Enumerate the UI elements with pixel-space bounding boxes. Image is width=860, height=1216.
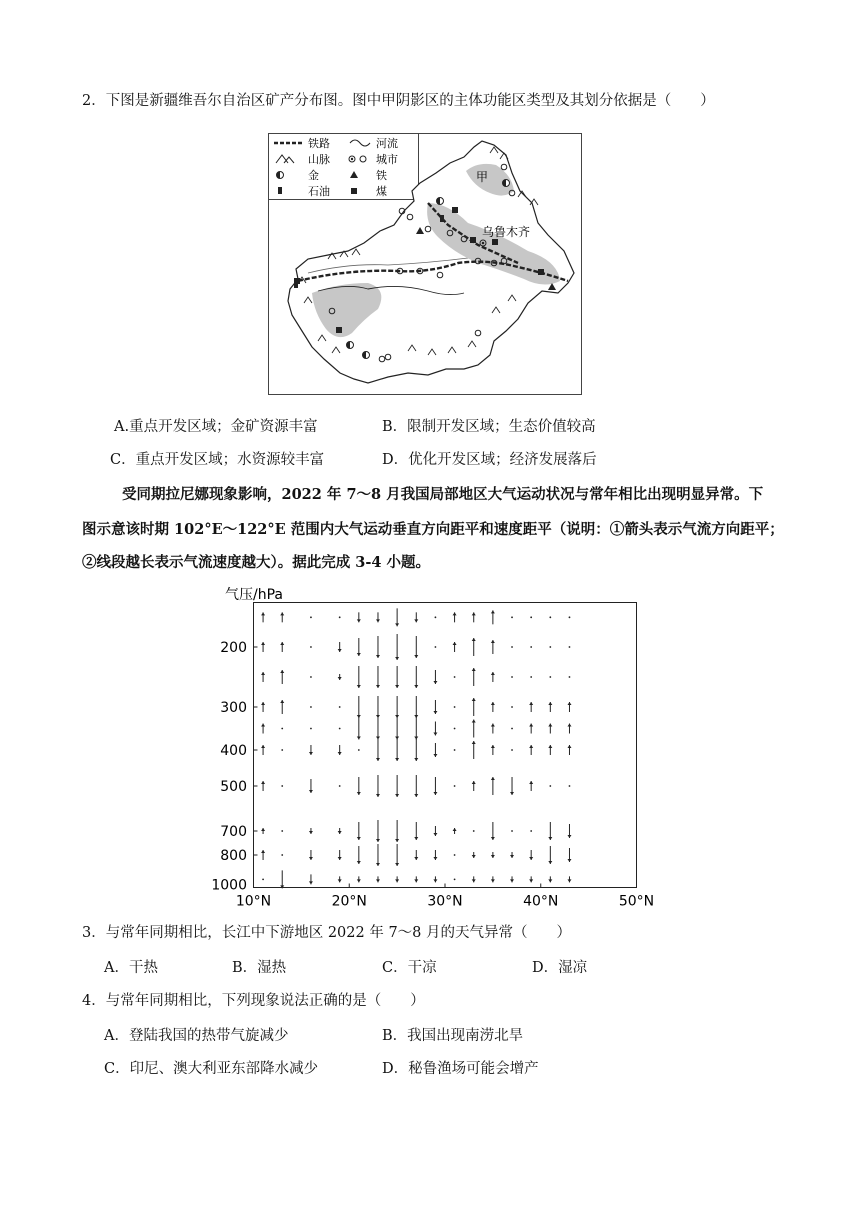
vector-arrow [511,706,513,708]
vector-arrow [511,616,513,618]
vector-arrow [310,676,312,678]
q3-option-c[interactable]: C．干凉 [382,960,437,976]
vector-arrow [511,830,513,832]
vector-arrow [454,676,456,678]
vector-arrow [435,646,437,648]
vector-arrow [511,646,513,648]
vertical-motion-anomaly-chart [203,585,660,910]
x-tick-label: 30°N [427,893,463,910]
q3-option-a[interactable]: A．干热 [104,960,158,976]
y-tick-label: 200 [220,640,247,656]
vector-arrow [281,728,283,730]
legend-city-label: 城市 [376,153,398,166]
q3-option-d[interactable]: D．湿凉 [532,960,588,976]
vector-arrow [454,854,456,856]
xinjiang-mineral-map [268,133,582,395]
map-label-urumqi: 乌鲁木齐 [482,225,531,239]
vector-arrow [454,728,456,730]
vector-arrow [281,749,283,751]
legend-oil-label: 石油 [308,185,330,198]
chart-ylabel: 气压/hPa [225,587,283,603]
vector-arrow [511,728,513,730]
q3-option-b[interactable]: B．湿热 [232,960,287,976]
x-tick-label: 40°N [523,893,559,910]
vector-arrow [569,616,571,618]
legend-railway-label: 铁路 [308,137,330,150]
vector-arrow [530,646,532,648]
q4-option-b[interactable]: B．我国出现南涝北旱 [382,1028,524,1044]
vector-arrow [569,676,571,678]
vector-arrow [530,830,532,832]
legend-iron-label: 铁 [376,169,387,182]
vector-arrow [310,646,312,648]
vector-arrow [530,676,532,678]
vector-arrow [549,676,551,678]
vector-arrow [358,749,360,751]
vector-arrow [473,830,475,832]
x-tick-label: 10°N [235,893,272,910]
vector-arrow [454,878,456,880]
intro-line-1: 受同期拉尼娜现象影响，2022 年 7～8 月我国局部地区大气运动状况与常年相比出现明显异常。下 [122,486,764,503]
vector-arrow [454,785,456,787]
q4-option-a[interactable]: A．登陆我国的热带气旋减少 [104,1028,289,1044]
q2-option-c[interactable]: C．重点开发区域；水资源较丰富 [110,452,325,468]
vector-arrow [310,616,312,618]
vector-arrow [549,646,551,648]
legend-mountain-label: 山脉 [308,153,330,166]
vector-arrow [339,706,341,708]
vector-arrow [339,785,341,787]
intro-line-2: 图示意该时期 102°E～122°E 范围内大气运动垂直方向距平和速度距平（说明：①箭头表示气流方向距平； [82,521,784,538]
question-3-stem: 3．与常年同期相比，长江中下游地区 2022 年 7～8 月的天气异常（ ） [82,925,572,941]
vector-arrow [569,646,571,648]
vector-arrow [511,749,513,751]
y-tick-label: 1000 [211,877,247,894]
vector-arrow [511,676,513,678]
vector-arrow [454,749,456,751]
y-tick-label: 500 [220,779,247,795]
question-4-stem: 4．与常年同期相比，下列现象说法正确的是（ ） [82,993,425,1009]
y-tick-label: 800 [220,848,247,864]
question-2-stem: 2．下图是新疆维吾尔自治区矿产分布图。图中甲阴影区的主体功能区类型及其划分依据是（ ） [82,93,715,109]
capital-city-mark [482,242,485,245]
vector-arrow [281,854,283,856]
y-tick-label: 400 [220,743,247,759]
vector-arrow [310,706,312,708]
legend-coal-label: 煤 [376,185,387,198]
legend-river-label: 河流 [376,137,398,150]
map-label-jia: 甲 [476,170,489,184]
vector-arrow [339,728,341,730]
q4-option-d[interactable]: D．秘鲁渔场可能会增产 [382,1061,539,1077]
vector-arrow [530,616,532,618]
vector-arrow [549,616,551,618]
legend-gold-label: 金 [308,169,319,182]
vector-arrow [310,728,312,730]
q2-option-a[interactable]: A.重点开发区域；金矿资源丰富 [114,419,318,435]
vector-arrow [281,830,283,832]
vector-arrow [454,706,456,708]
q2-option-b[interactable]: B．限制开发区域；生态价值较高 [382,419,596,435]
x-tick-label: 50°N [618,893,655,910]
vector-arrow [262,878,264,880]
vector-arrow [549,785,551,787]
y-tick-label: 300 [220,700,247,716]
intro-line-3: ②线段越长表示气流速度越大）。据此完成 3-4 小题。 [82,554,431,571]
vector-arrow [569,785,571,787]
vector-arrow [339,616,341,618]
vector-arrow [281,785,283,787]
q2-option-d[interactable]: D．优化开发区域；经济发展落后 [382,452,597,468]
x-tick-label: 20°N [331,893,367,910]
q4-option-c[interactable]: C．印尼、澳大利亚东部降水减少 [104,1061,319,1077]
y-tick-label: 700 [220,824,247,840]
vector-arrow [435,616,437,618]
